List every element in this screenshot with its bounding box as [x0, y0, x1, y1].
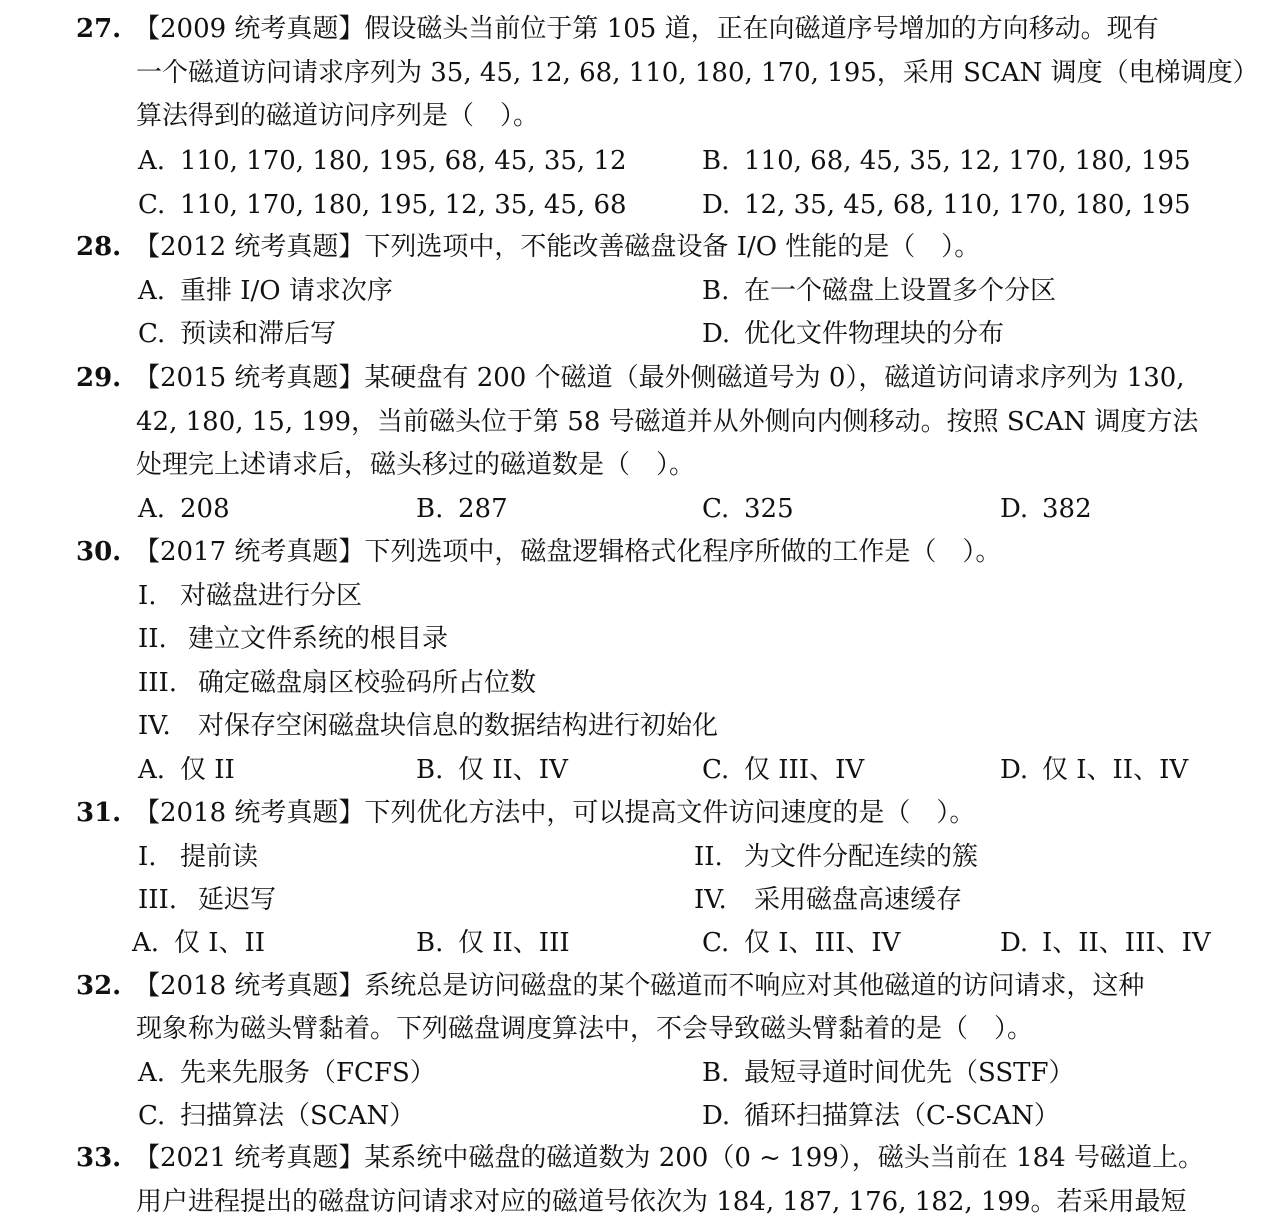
option-b: B. 110, 68, 45, 35, 12, 170, 180, 195: [702, 146, 1191, 176]
option-c: C. 预读和滞后写: [138, 319, 337, 349]
question-stem-line: 算法得到的磁道访问序列是（ ）。: [136, 101, 540, 131]
question-stem-line: 42, 180, 15, 199，当前磁头位于第 58 号磁道并从外侧向内侧移动。按照 SCAN 调度方法: [136, 407, 1199, 437]
statement-item: III. 延迟写: [138, 885, 277, 915]
option-d: D. 仅 I、II、IV: [1000, 755, 1189, 785]
option-c: C. 325: [702, 494, 794, 524]
statement-item: IV. 采用磁盘高速缓存: [694, 885, 963, 915]
option-b: B. 287: [416, 494, 508, 524]
option-b: B. 仅 II、III: [416, 928, 570, 958]
option-b: B. 最短寻道时间优先（SSTF）: [702, 1058, 1075, 1088]
question-stem-line: 【2017 统考真题】下列选项中，磁盘逻辑格式化程序所做的工作是（ ）。: [134, 537, 1002, 567]
option-d: D. 382: [1000, 494, 1092, 524]
question-stem-line: 【2021 统考真题】某系统中磁盘的磁道数为 200（0 ~ 199），磁头当前在 184 号磁道上。: [134, 1143, 1204, 1173]
option-c: C. 仅 I、III、IV: [702, 928, 901, 958]
option-d: D. I、II、III、IV: [1000, 928, 1211, 958]
statement-item: II. 为文件分配连续的簇: [694, 842, 979, 872]
option-a: A. 重排 I/O 请求次序: [138, 276, 393, 306]
option-c: C. 扫描算法（SCAN）: [138, 1101, 416, 1131]
statement-item: I. 对磁盘进行分区: [138, 581, 363, 611]
question-number: 33.: [76, 1143, 122, 1173]
option-d: D. 12, 35, 45, 68, 110, 170, 180, 195: [702, 190, 1191, 220]
option-d: D. 优化文件物理块的分布: [702, 319, 1005, 349]
option-a: A. 仅 II: [138, 755, 235, 785]
option-c: C. 仅 III、IV: [702, 755, 865, 785]
question-number: 28.: [76, 232, 122, 262]
option-a: A. 208: [138, 494, 230, 524]
option-d: D. 循环扫描算法（C-SCAN）: [702, 1101, 1060, 1131]
question-stem-line: 【2018 统考真题】系统总是访问磁盘的某个磁道而不响应对其他磁道的访问请求，这种: [134, 971, 1145, 1001]
statement-item: III. 确定磁盘扇区校验码所占位数: [138, 668, 537, 698]
question-stem-line: 处理完上述请求后，磁头移过的磁道数是（ ）。: [136, 450, 696, 480]
question-stem-line: 【2018 统考真题】下列优化方法中，可以提高文件访问速度的是（ ）。: [134, 798, 976, 828]
question-number: 27.: [76, 14, 122, 44]
question-stem-line: 【2015 统考真题】某硬盘有 200 个磁道（最外侧磁道号为 0），磁道访问请求序列为 130,: [134, 363, 1185, 393]
statement-item: I. 提前读: [138, 842, 259, 872]
statement-item: II. 建立文件系统的根目录: [138, 624, 449, 654]
question-number: 32.: [76, 971, 122, 1001]
question-number: 31.: [76, 798, 122, 828]
question-stem-line: 现象称为磁头臂黏着。下列磁盘调度算法中，不会导致磁头臂黏着的是（ ）。: [136, 1014, 1034, 1044]
option-a: A. 110, 170, 180, 195, 68, 45, 35, 12: [138, 146, 627, 176]
question-stem-line: 一个磁道访问请求序列为 35, 45, 12, 68, 110, 180, 170, 195，采用 SCAN 调度（电梯调度）: [136, 58, 1259, 88]
question-number: 30.: [76, 537, 122, 567]
option-b: B. 仅 II、IV: [416, 755, 568, 785]
option-a: A. 先来先服务（FCFS）: [138, 1058, 436, 1088]
option-c: C. 110, 170, 180, 195, 12, 35, 45, 68: [138, 190, 627, 220]
option-b: B. 在一个磁盘上设置多个分区: [702, 276, 1057, 306]
option-a: A. 仅 I、II: [132, 928, 266, 958]
question-stem-line: 【2012 统考真题】下列选项中，不能改善磁盘设备 I/O 性能的是（ ）。: [134, 232, 981, 262]
question-stem-line: 【2009 统考真题】假设磁头当前位于第 105 道，正在向磁道序号增加的方向移动。现有: [134, 14, 1159, 44]
question-stem-line: 用户进程提出的磁盘访问请求对应的磁道号依次为 184, 187, 176, 182, 199。若采用最短: [136, 1187, 1187, 1217]
statement-item: IV. 对保存空闲磁盘块信息的数据结构进行初始化: [138, 711, 719, 741]
question-number: 29.: [76, 363, 122, 393]
